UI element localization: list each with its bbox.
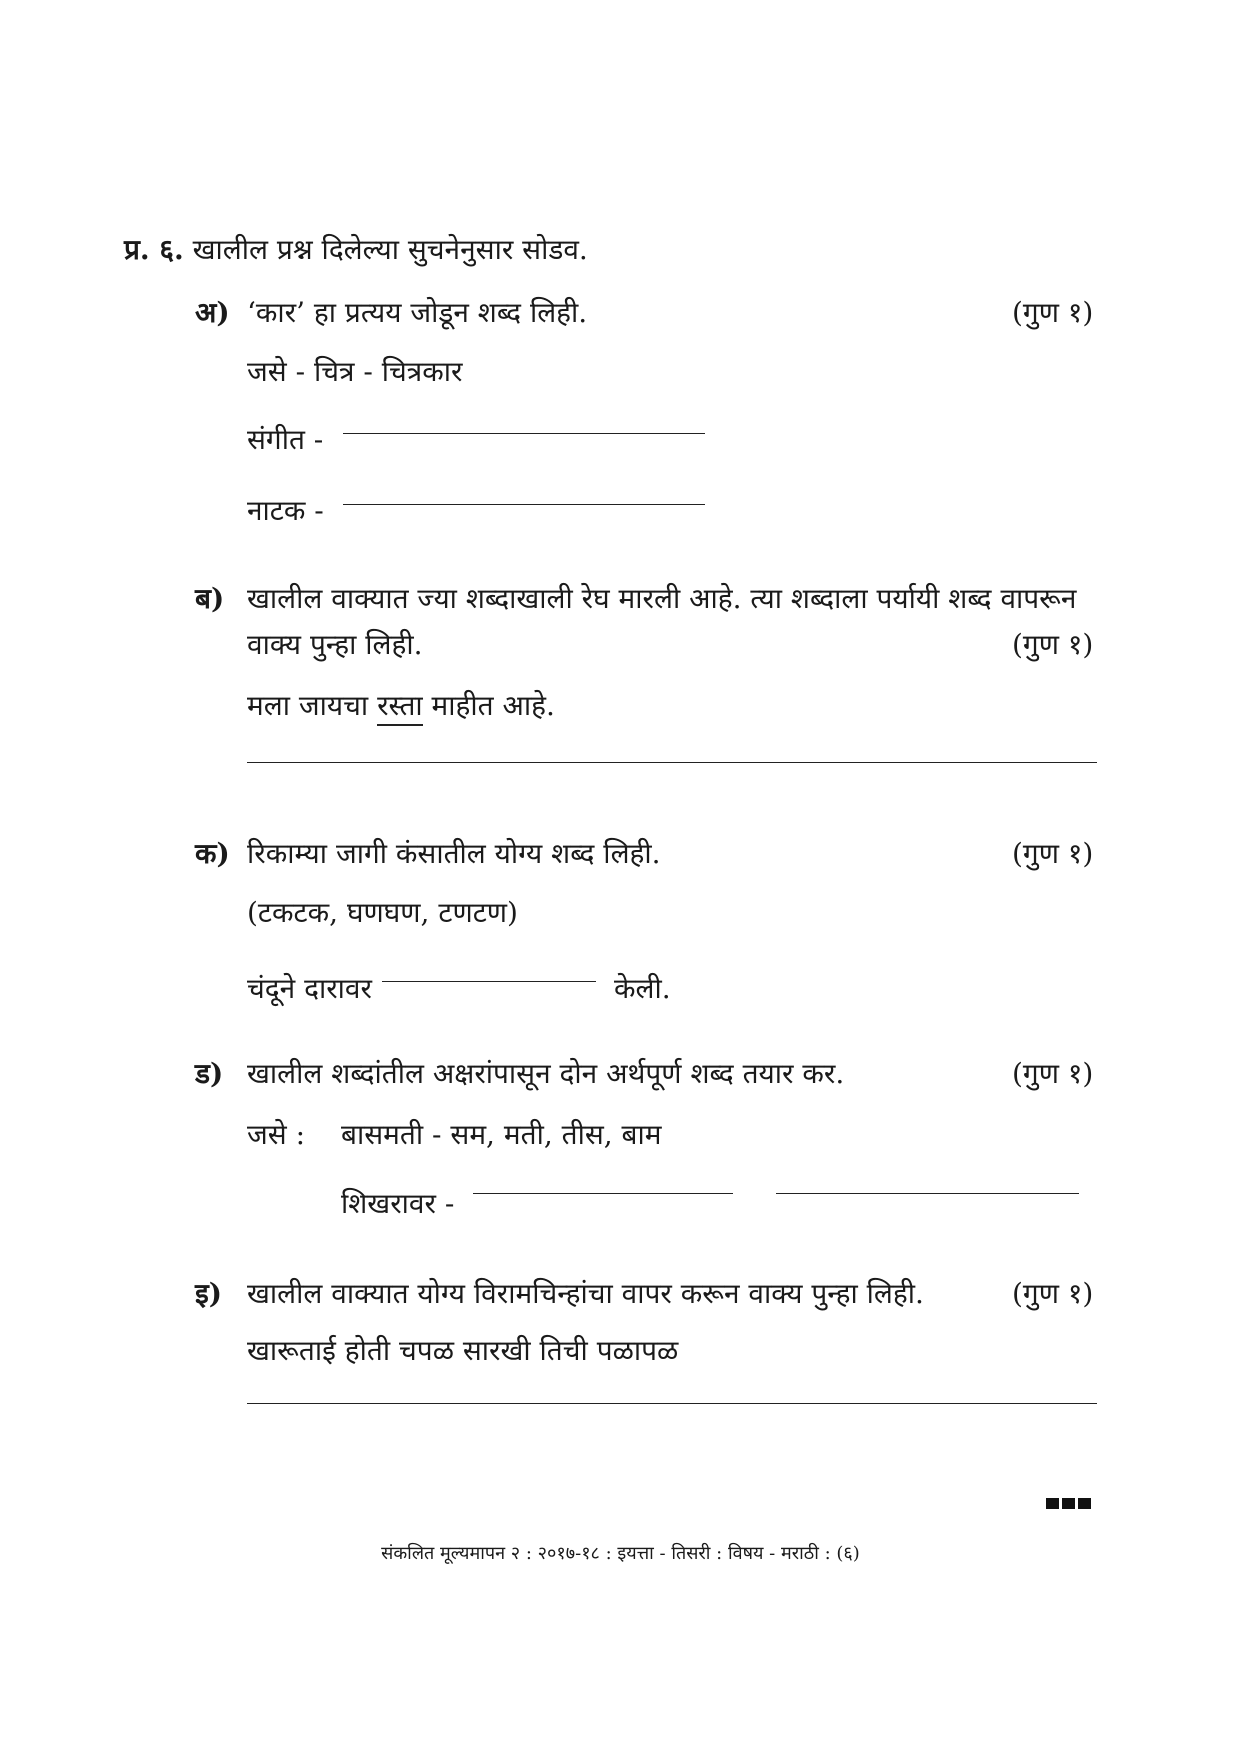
part-d-example-label: जसे : xyxy=(247,1118,306,1151)
part-k-options: (टकटक, घणघण, टणटण) xyxy=(247,896,518,929)
part-k-sentence-start: चंदूने दारावर xyxy=(247,972,372,1005)
part-k-marks: (गुण १) xyxy=(1012,837,1094,870)
part-b-prompt-line1: खालील वाक्यात ज्या शब्दाखाली रेघ मारली आहे. त्या शब्दाला पर्यायी शब्द वापरून xyxy=(247,582,1077,615)
end-square xyxy=(1078,1498,1091,1509)
part-i-prompt: खालील वाक्यात योग्य विरामचिन्हांचा वापर करून वाक्य पुन्हा लिही. xyxy=(247,1277,924,1310)
part-k-sentence-end: केली. xyxy=(614,972,671,1005)
answer-line[interactable] xyxy=(343,504,705,505)
part-b-marks: (गुण १) xyxy=(1012,628,1094,661)
part-a-item-1: संगीत - xyxy=(247,423,324,456)
question-instruction: खालील प्रश्न दिलेल्या सुचनेनुसार सोडव. xyxy=(192,233,588,266)
part-i-marks: (गुण १) xyxy=(1012,1277,1094,1310)
part-d-example-text: बासमती - सम, मती, तीस, बाम xyxy=(341,1118,662,1151)
part-d-label: ड) xyxy=(195,1057,224,1090)
end-square xyxy=(1062,1498,1075,1509)
part-k-prompt: रिकाम्या जागी कंसातील योग्य शब्द लिही. xyxy=(247,837,661,870)
part-b-prompt-line2: वाक्य पुन्हा लिही. xyxy=(247,628,423,661)
answer-line[interactable] xyxy=(247,1403,1097,1404)
answer-line[interactable] xyxy=(247,762,1097,763)
part-b-label: ब) xyxy=(195,582,225,615)
part-d-marks: (गुण १) xyxy=(1012,1057,1094,1090)
part-k-label: क) xyxy=(195,837,230,870)
part-a-marks: (गुण १) xyxy=(1012,296,1094,329)
end-of-page-mark xyxy=(1046,1498,1091,1509)
part-i-sentence: खारूताई होती चपळ सारखी तिची पळापळ xyxy=(247,1334,679,1367)
answer-line[interactable] xyxy=(382,981,596,982)
sentence-text: माहीत आहे. xyxy=(422,689,555,722)
page-footer: संकलित मूल्यमापन २ : २०१७-१८ : इयत्ता - तिसरी : विषय - मराठी : (६) xyxy=(381,1543,860,1564)
sentence-text: मला जायचा xyxy=(247,689,378,722)
part-a-example: जसे - चित्र - चित्रकार xyxy=(247,355,463,388)
question-number: प्र. ६. xyxy=(124,233,184,266)
part-i-label: इ) xyxy=(195,1277,222,1310)
answer-line[interactable] xyxy=(343,433,705,434)
part-b-sentence xyxy=(247,689,555,723)
part-d-item: शिखरावर - xyxy=(341,1187,455,1220)
answer-line[interactable] xyxy=(776,1193,1079,1194)
part-d-prompt: खालील शब्दांतील अक्षरांपासून दोन अर्थपूर्ण शब्द तयार कर. xyxy=(247,1057,845,1090)
part-a-item-2: नाटक - xyxy=(247,494,324,527)
answer-line[interactable] xyxy=(473,1193,733,1194)
part-a-prompt: ‘कार’ हा प्रत्यय जोडून शब्द लिही. xyxy=(247,296,588,329)
end-square xyxy=(1046,1498,1059,1509)
part-a-label: अ) xyxy=(195,296,230,329)
question-heading xyxy=(124,233,588,267)
underlined-word: रस्ता xyxy=(377,689,423,726)
